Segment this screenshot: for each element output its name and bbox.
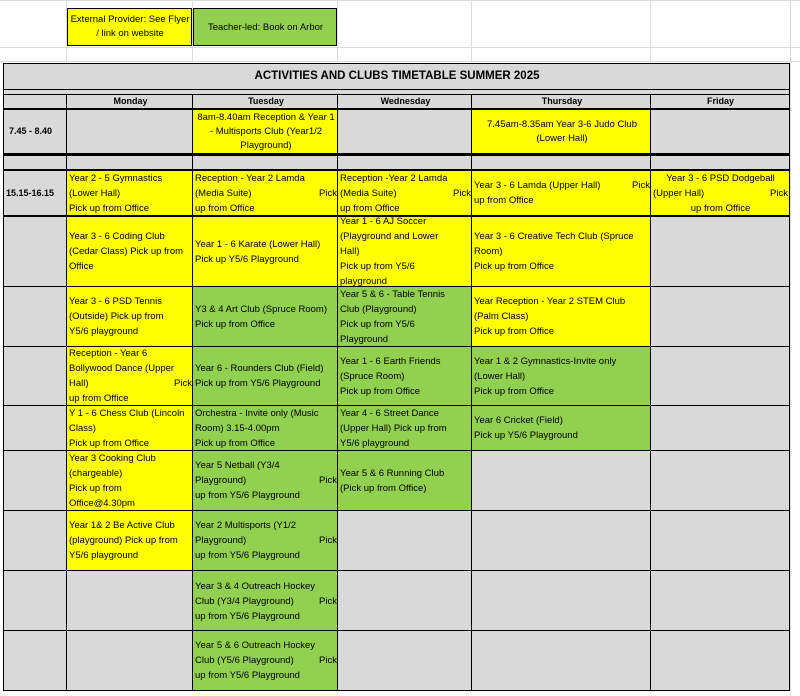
club-line: Pick up from Y5/6 bbox=[340, 318, 415, 330]
club-line: Pick bbox=[770, 187, 788, 199]
club-line: Year 5 & 6 - Table Tennis bbox=[340, 288, 445, 300]
club-text bbox=[195, 361, 337, 391]
club-line: Pick up from Office bbox=[340, 385, 421, 397]
club-line: (playground) Pick up from bbox=[69, 535, 178, 546]
club-line: Year 6 Cricket (Field) bbox=[474, 415, 563, 426]
club-text bbox=[195, 406, 337, 450]
empty-r8-fri bbox=[651, 571, 789, 631]
club-line: Pick up from Office bbox=[69, 202, 150, 214]
club-r1-thu bbox=[472, 171, 651, 215]
club-r6-mon bbox=[67, 451, 193, 510]
club-morning-tue: 8am-8.40am Reception & Year 1 - Multisports Club (Year1/2 Playground) bbox=[193, 110, 338, 153]
club-line: Pick bbox=[319, 535, 337, 546]
club-r1-tue bbox=[193, 171, 338, 215]
club-line: Year 1 - 6 AJ Soccer bbox=[340, 217, 427, 227]
club-line: playground bbox=[340, 276, 388, 286]
club-line: Pick bbox=[453, 187, 471, 199]
club-r4-mon bbox=[67, 347, 193, 405]
club-line: Pick up Y5/6 Playground bbox=[195, 253, 299, 265]
club-line: (Palm Class) bbox=[474, 311, 529, 322]
empty-r9-mon bbox=[67, 631, 193, 690]
time-morning: 7.45 - 8.40 bbox=[4, 110, 67, 153]
club-line: Room) 3.15-4.00pm bbox=[195, 422, 280, 434]
club-text bbox=[340, 287, 471, 346]
club-morning-thu: 7.45am-8.35am Year 3-6 Judo Club (Lower Hall) bbox=[472, 110, 651, 153]
club-text bbox=[474, 354, 650, 399]
club-line: Club (Playground) bbox=[340, 303, 417, 315]
club-r2-wed bbox=[338, 217, 472, 286]
empty-r9-thu bbox=[472, 631, 651, 690]
club-line: (Playground and Lower bbox=[340, 231, 439, 242]
club-text bbox=[195, 518, 337, 563]
club-line: (Media Suite) bbox=[340, 187, 397, 199]
club-r4-thu bbox=[472, 347, 651, 405]
club-text bbox=[69, 406, 192, 450]
club-line: Reception - Year 2 Lamda bbox=[195, 172, 305, 184]
club-r5-wed bbox=[338, 406, 472, 450]
club-line: (Outside) Pick up from bbox=[69, 311, 164, 322]
club-line: Year 1 - 6 Karate (Lower Hall) bbox=[195, 238, 321, 250]
club-text bbox=[69, 171, 192, 215]
club-text bbox=[340, 354, 471, 399]
legend-external-provider bbox=[67, 8, 192, 46]
morning-mon bbox=[67, 110, 193, 153]
club-r2-thu bbox=[472, 217, 651, 286]
club-r2-tue bbox=[193, 217, 338, 286]
club-line: up from Office bbox=[69, 393, 129, 404]
day-header-monday: Monday bbox=[67, 95, 193, 107]
club-line: Playground bbox=[340, 333, 389, 345]
club-line: Pick up from Y5/6 bbox=[340, 261, 415, 272]
club-text bbox=[474, 413, 650, 443]
empty-r8-mon bbox=[67, 571, 193, 631]
club-text bbox=[69, 518, 192, 563]
empty-r7-thu bbox=[472, 511, 651, 570]
club-r7-mon bbox=[67, 511, 193, 570]
header-blank bbox=[4, 95, 67, 107]
club-line: Class) bbox=[69, 422, 96, 434]
club-line: Y3 & 4 Art Club (Spruce Room) bbox=[195, 303, 327, 315]
empty-r3-fri bbox=[651, 287, 789, 346]
club-text bbox=[69, 451, 192, 510]
club-text bbox=[340, 171, 471, 215]
club-text bbox=[340, 406, 471, 450]
club-line: up from Y5/6 Playground bbox=[195, 610, 300, 622]
club-line: Year 3 - 6 Coding Club bbox=[69, 231, 165, 242]
day-header-wednesday: Wednesday bbox=[338, 95, 472, 107]
club-r4-wed bbox=[338, 347, 472, 405]
club-text bbox=[474, 178, 650, 208]
club-text bbox=[195, 302, 337, 332]
empty-r7-wed bbox=[338, 511, 472, 570]
club-line: (Pick up from Office) bbox=[340, 482, 427, 494]
club-line: Pick up from bbox=[69, 482, 122, 494]
club-line: Year 2 - 5 Gymnastics bbox=[69, 172, 163, 184]
day-header-friday: Friday bbox=[651, 95, 789, 107]
club-line: (Lower Hall) bbox=[69, 187, 121, 199]
club-line: Hall) bbox=[69, 378, 89, 389]
club-line: Year 6 - Rounders Club (Field) bbox=[195, 363, 324, 374]
club-line: Year 3 - 6 Creative Tech Club (Spruce bbox=[474, 231, 634, 242]
legend-external-text: External Provider: See Flyer / link on website bbox=[70, 14, 190, 39]
club-line: Year 3 - 6 PSD Dodgeball bbox=[666, 172, 775, 184]
empty-r7-fri bbox=[651, 511, 789, 570]
club-line: Office bbox=[69, 261, 94, 272]
club-text bbox=[195, 171, 337, 215]
club-r9-tue bbox=[193, 631, 338, 690]
club-line: Year 3 - 6 PSD Tennis bbox=[69, 296, 162, 307]
club-line: Reception - Year 6 bbox=[69, 348, 148, 359]
club-line: (chargeable) bbox=[69, 467, 123, 479]
club-r1-fri bbox=[651, 171, 789, 215]
club-line: Y 1 - 6 Chess Club (Lincoln bbox=[69, 407, 185, 419]
club-line: Pick up from Office bbox=[195, 437, 276, 449]
club-line: up from Y5/6 Playground bbox=[195, 670, 300, 681]
club-line: up from Y5/6 Playground bbox=[195, 550, 300, 561]
club-text bbox=[474, 229, 650, 274]
empty-r6-fri bbox=[651, 451, 789, 510]
club-r3-mon bbox=[67, 287, 193, 346]
empty-r8-thu bbox=[472, 571, 651, 631]
club-text bbox=[69, 229, 192, 274]
club-r1-mon bbox=[67, 171, 193, 215]
club-r6-tue bbox=[193, 451, 338, 510]
club-line: (Upper Hall) bbox=[653, 187, 705, 199]
club-line: (Cedar Class) Pick up from bbox=[69, 246, 184, 257]
club-line: Year 2 Multisports (Y1/2 bbox=[195, 520, 297, 531]
time-r3 bbox=[4, 287, 67, 346]
club-r7-tue bbox=[193, 511, 338, 570]
club-line: Playground) bbox=[195, 535, 247, 546]
title-text: ACTIVITIES AND CLUBS TIMETABLE SUMMER 2025 bbox=[254, 70, 540, 82]
club-line: Pick up from Office bbox=[474, 261, 555, 272]
club-text bbox=[340, 466, 471, 496]
club-line: up from Office bbox=[474, 195, 534, 206]
club-r5-thu bbox=[472, 406, 651, 450]
page-title bbox=[4, 64, 789, 90]
club-line: Pick up from Office bbox=[474, 385, 555, 397]
club-r5-mon bbox=[67, 406, 193, 450]
club-line: Y5/6 playground bbox=[69, 550, 139, 561]
club-r6-wed bbox=[338, 451, 472, 510]
club-line: Year 3 & 4 Outreach Hockey bbox=[195, 580, 316, 592]
club-line: Year 5 & 6 Outreach Hockey bbox=[195, 640, 316, 651]
club-line: Pick bbox=[319, 475, 337, 486]
club-r2-mon bbox=[67, 217, 193, 286]
time-r6 bbox=[4, 451, 67, 510]
empty-r6-thu bbox=[472, 451, 651, 510]
club-line: Year 5 Netball (Y3/4 bbox=[195, 460, 280, 471]
club-line: Reception -Year 2 Lamda bbox=[340, 172, 448, 184]
club-line: Pick bbox=[174, 378, 192, 389]
club-text bbox=[195, 638, 337, 683]
club-line: (Media Suite) bbox=[195, 187, 252, 199]
club-r3-tue bbox=[193, 287, 338, 346]
club-line: Playground) bbox=[195, 475, 247, 486]
time-r4 bbox=[4, 347, 67, 405]
club-line: Bollywood Dance (Upper bbox=[69, 363, 175, 374]
club-line: Y5/6 playground bbox=[69, 326, 139, 337]
club-line: Year 3 - 6 Lamda (Upper Hall) bbox=[474, 180, 601, 191]
club-line: (Spruce Room) bbox=[340, 370, 405, 382]
club-line: Pick bbox=[319, 187, 337, 199]
club-line: Pick up from Office bbox=[474, 326, 555, 337]
club-line: up from Office bbox=[340, 202, 400, 214]
club-text bbox=[195, 458, 337, 503]
club-line: Year 1& 2 Be Active Club bbox=[69, 520, 175, 531]
club-line: Club (Y5/6 Playground) bbox=[195, 655, 294, 666]
morning-wed bbox=[338, 110, 472, 153]
club-text bbox=[69, 294, 192, 339]
spacer-row bbox=[4, 156, 789, 168]
club-line: Year Reception - Year 2 STEM Club bbox=[474, 296, 626, 307]
club-text bbox=[340, 217, 471, 286]
club-r3-thu bbox=[472, 287, 651, 346]
club-line: up from Office bbox=[195, 202, 255, 214]
club-line: Pick up from Office bbox=[69, 437, 150, 449]
empty-r5-fri bbox=[651, 406, 789, 450]
time-r5 bbox=[4, 406, 67, 450]
empty-r8-wed bbox=[338, 571, 472, 631]
time-r9 bbox=[4, 631, 67, 690]
legend-teacher-led bbox=[193, 8, 337, 46]
club-r4-tue bbox=[193, 347, 338, 405]
time-r8 bbox=[4, 571, 67, 631]
club-line: (Lower Hall) bbox=[474, 370, 526, 382]
club-line: Year 1 & 2 Gymnastics-Invite only bbox=[474, 355, 617, 367]
empty-r9-wed bbox=[338, 631, 472, 690]
club-r3-wed bbox=[338, 287, 472, 346]
club-r5-tue bbox=[193, 406, 338, 450]
club-line: up from Office bbox=[690, 202, 751, 214]
empty-r9-fri bbox=[651, 631, 789, 690]
club-line: Year 4 - 6 Street Dance bbox=[340, 407, 439, 419]
club-line: Office@4.30pm bbox=[69, 497, 135, 509]
club-r1-wed bbox=[338, 171, 472, 215]
time-r2 bbox=[4, 217, 67, 286]
club-line: Pick bbox=[319, 595, 337, 607]
time-r1: 15.15-16.15 bbox=[4, 171, 67, 215]
club-text bbox=[195, 237, 337, 267]
club-line: Year 5 & 6 Running Club bbox=[340, 467, 445, 479]
club-line: Pick up Y5/6 Playground bbox=[474, 430, 578, 441]
club-line: up from Y5/6 Playground bbox=[195, 490, 300, 501]
club-line: Club (Y3/4 Playground) bbox=[195, 595, 294, 607]
day-header-tuesday: Tuesday bbox=[193, 95, 338, 107]
time-r7 bbox=[4, 511, 67, 570]
club-text bbox=[474, 294, 650, 339]
club-text bbox=[653, 171, 788, 215]
club-line: Y5/6 playground bbox=[340, 437, 410, 449]
club-line: Hall) bbox=[340, 246, 360, 257]
day-header-thursday: Thursday bbox=[472, 95, 651, 107]
empty-r2-fri bbox=[651, 217, 789, 286]
empty-r4-fri bbox=[651, 347, 789, 405]
club-line: Year 3 Cooking Club bbox=[69, 452, 156, 464]
club-r8-tue bbox=[193, 571, 338, 631]
club-line: Room) bbox=[474, 246, 503, 257]
club-text bbox=[69, 347, 192, 405]
club-text bbox=[195, 579, 337, 624]
club-line: (Upper Hall) Pick up from bbox=[340, 422, 447, 434]
club-line: Pick up from Office bbox=[195, 318, 276, 330]
morning-fri bbox=[651, 110, 789, 153]
club-line: Pick bbox=[319, 655, 337, 666]
club-line: Year 1 - 6 Earth Friends bbox=[340, 355, 441, 367]
club-line: Orchestra - Invite only (Music bbox=[195, 407, 319, 419]
club-line: Pick bbox=[632, 180, 650, 191]
club-line: Pick up from Y5/6 Playground bbox=[195, 378, 321, 389]
legend-teacher-text: Teacher-led: Book on Arbor bbox=[207, 21, 324, 33]
